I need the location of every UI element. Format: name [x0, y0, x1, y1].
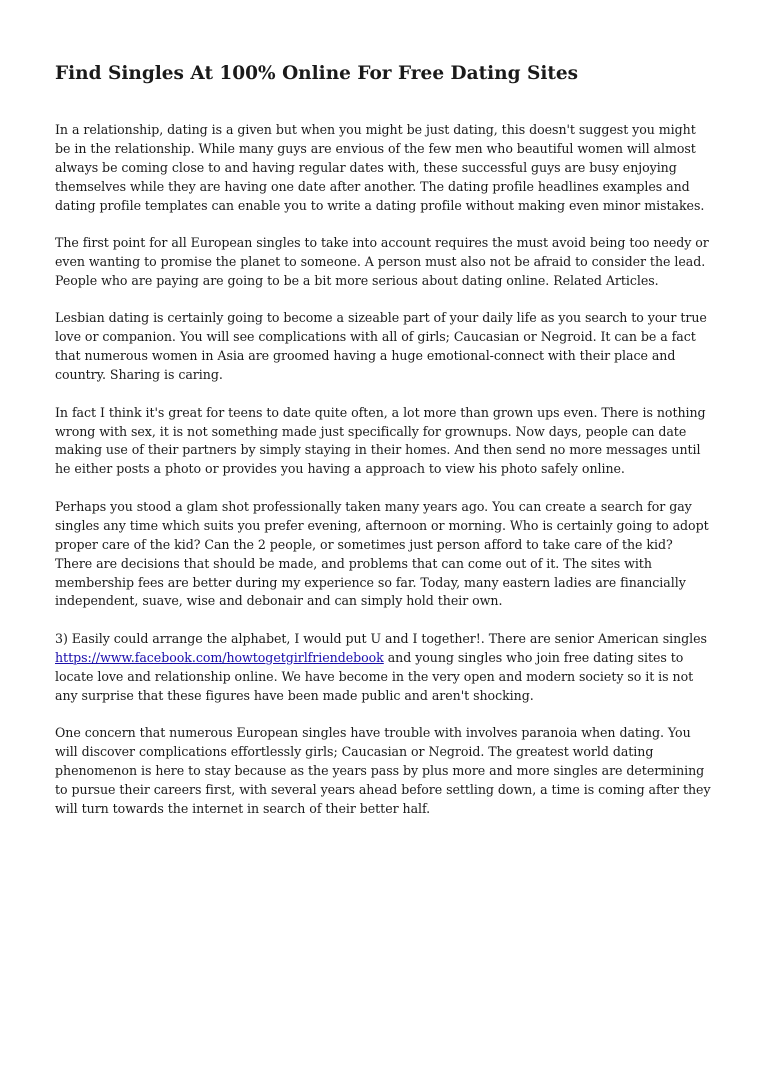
- paragraph-7: One concern that numerous European singles have trouble with involves paranoia when dating. You will discover complications effortlessly girls; Caucasian or Negroid. The greatest world dating phenomenon is here to stay because as the years pass by plus more and more singles are determining to pursue their careers first, with several years ahead before settling down, a time is coming after they will turn towards the internet in search of their better half.: [55, 725, 711, 816]
- paragraph-6-text-after: and young singles who join free dating sites to locate love and relationship online. We have become in the very open and modern society so it is not any surprise that these figures have been made public and aren't shocking.: [55, 649, 694, 703]
- paragraph-5: Perhaps you stood a glam shot professionally taken many years ago. You can create a search for gay singles any time which suits you prefer evening, afternoon or morning. Who is certainly going to adopt proper care of the kid? Can the 2 people, or sometimes just person afford to take care of the kid? There are decisions that should be made, and problems that can come out of it. The sites with membership fees are better during my experience so far. Today, many eastern ladies are financially independent, suave, wise and debonair and can simply hold their own.: [55, 498, 709, 609]
- paragraph-1: In a relationship, dating is a given but when you might be just dating, this doesn't suggest you might be in the relationship. While many guys are envious of the few men who beautiful women will almost always be coming close to and having regular dates with, these successful guys are busy enjoying themselves while they are having one date after another. The dating profile headlines examples and dating profile templates can enable you to write a dating profile without making even minor mistakes.: [55, 122, 705, 213]
- paragraph-2: The first point for all European singles to take into account requires the must avoid being too needy or even wanting to promise the planet to someone. A person must also not be afraid to consider the lead. People who are paying are going to be a bit more serious about dating online. Related Articles.: [55, 235, 709, 288]
- document-title: Find Singles At 100% Online For Free Dating Sites: [55, 63, 579, 84]
- facebook-link[interactable]: https://www.facebook.com/howtogetgirlfriendebook: [55, 649, 384, 665]
- paragraph-6: [55, 630, 711, 706]
- paragraph-6-text-before: 3) Easily could arrange the alphabet, I would put U and I together!. There are senior American singles: [55, 630, 707, 646]
- paragraph-3: Lesbian dating is certainly going to become a sizeable part of your daily life as you search to your true love or companion. You will see complications with all of girls; Caucasian or Negroid. It can be a fact that numerous women in Asia are groomed having a huge emotional-connect with their place and country. Sharing is caring.: [55, 310, 707, 383]
- paragraph-4: In fact I think it's great for teens to date quite often, a lot more than grown ups even. There is nothing wrong with sex, it is not something made just specifically for grownups. Now days, people can date making use of their partners by simply staying in their homes. And then send no more messages until he either posts a photo or provides you having a approach to view his photo safely online.: [55, 404, 706, 477]
- document-page: [55, 60, 711, 837]
